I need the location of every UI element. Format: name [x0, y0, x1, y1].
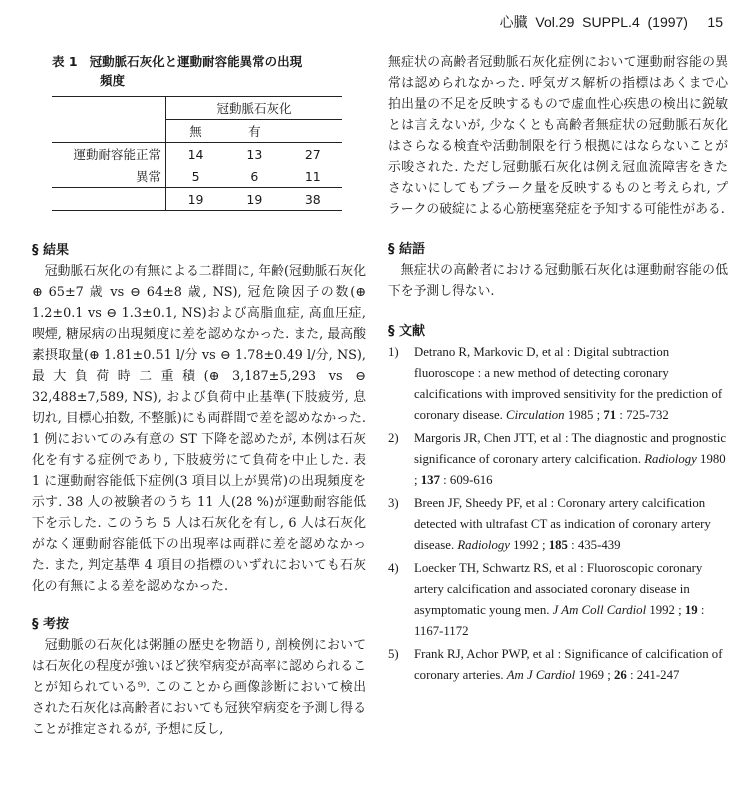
right-column: [388, 52, 728, 688]
total-cell: 19: [166, 188, 226, 211]
reference-item: 2) Margoris JR, Chen JTT, et al : The diagnostic and prognostic significance of coronary artery calcification. Radiology 1980 ; 137 : 609-616: [388, 431, 727, 487]
cell: 5: [166, 165, 226, 188]
table-caption: [52, 52, 366, 90]
cell: 6: [250, 168, 259, 184]
results-text: 冠動脈石灰化の有無による二群間に, 年齢(冠動脈石灰化⊕ 65±7 歳 vs ⊖ 64±8 歳, NS), 冠危険因子の数(⊕ 1.2±0.1 vs ⊖ 1.3±0.1, NS)および高脂血症, 高血圧症, 喫煙, 糖尿病の出現頻度に差を認めなかった. また, 最高酸素摂取量(⊕ 1.81±0.51 l/分 vs ⊖ 1.78±0.49 l/分, NS), 最大負荷時二重積(⊕ 3,187±5,293 vs ⊖ 32,488±7,589, NS), および負荷中止基準(下肢疲労, 息切れ, 目標心拍数, 不整脈)にも両群間で差を認めなかった. 1 例においてのみ有意の ST 下降を認めたが, 本例は石灰化を有する症例であり, 下肢疲労にて負荷を中止した. 表 1 に運動耐容能低下症例(3 項目以上が異常)の出現頻度を示す. 38 人の被験者のうち 11 人(28 %)が運動耐容能低下を示した. このうち 5 人は石灰化を有し, 6 人は石灰化がなく運動耐容能低下の出現率は両群に差を認めなかった. また, 判定基準 4 項目の指標のいずれにおいても石灰化の有無による差を認めなかった.: [32, 264, 366, 594]
reference-list: [388, 342, 728, 686]
discussion-heading: § 考按: [32, 617, 70, 632]
left-column: [32, 52, 366, 740]
table-number: 表 1: [52, 54, 78, 69]
table-title-line2: 頻度: [100, 73, 126, 88]
row-normal-label: 運動耐容能正常: [52, 143, 166, 166]
cell: 11: [304, 168, 321, 184]
cell: 14: [166, 143, 226, 166]
continuation-text: 無症状の高齢者冠動脈石灰化症例において運動耐容能の異常は認められなかった. 呼気ガス解析の指標はあくまで心拍出量の不足を反映するもので虚血性心疾患の検出に鋭敏とは言えないが, 少なくとも高齢者無症状の冠動脈石灰化はさらなる検査や活動制限を行う根拠にはならないことが示唆された. ただし冠動脈石灰化は例え冠血流障害をきたさないにしてもプラーク量を反映するものと考えられ, プラークの破綻による心筋梗塞発症を予知する可能性がある.: [388, 55, 728, 217]
row-abnormal-label: 異常: [135, 169, 161, 184]
reference-item: 1) Detrano R, Markovic D, et al : Digital subtraction fluoroscope : a new method of detecting coronary calcifications with improved sensitivity for the prediction of coronary disease. Circulation 1985 ; 71 : 725-732: [388, 345, 723, 422]
group-header: 冠動脈石灰化: [166, 97, 343, 120]
cell: 13: [225, 143, 283, 166]
reference-item: 5) Frank RJ, Achor PWP, et al : Significance of calcification of coronary arteries. Am J Cardiol 1969 ; 26 : 241-247: [388, 647, 723, 682]
conclusion-heading: § 結語: [388, 242, 426, 257]
conclusion-text: 無症状の高齢者における冠動脈石灰化は運動耐容能の低下を予測し得ない.: [388, 263, 728, 299]
col-present: 有: [225, 120, 283, 143]
reference-item: 3) Breen JF, Sheedy PF, et al : Coronary artery calcification detected with ultrafast CT as indication of coronary artery disease. Radiology 1992 ; 185 : 435-439: [388, 496, 711, 552]
cell: 27: [284, 143, 342, 166]
running-header: 心臓 Vol.29 SUPPL.4 (1997) 15: [499, 14, 723, 30]
discussion-text: 冠動脈の石灰化は粥腫の歴史を物語り, 剖検例においては石灰化の程度が強いほど狭窄病変が高率に認められることが知られている⁹⁾. このことから画像診断において検出された石灰化は高齢者においても冠狭窄病変を予測し得ることが推定されるが, 予想に反し,: [32, 638, 366, 737]
total-cell: 38: [284, 188, 342, 211]
col-absent: 無: [166, 120, 226, 143]
total-cell: 19: [225, 188, 283, 211]
reference-item: 4) Loecker TH, Schwartz RS, et al : Fluoroscopic coronary artery calcification and associated coronary disease in asymptomatic young men. J Am Coll Cardiol 1992 ; 19 : 1167-1172: [388, 561, 705, 638]
table-title-line1: 冠動脈石灰化と運動耐容能異常の出現: [89, 54, 303, 69]
references-heading: § 文献: [388, 324, 426, 339]
data-table: [52, 96, 342, 211]
results-heading: § 結果: [32, 243, 70, 258]
